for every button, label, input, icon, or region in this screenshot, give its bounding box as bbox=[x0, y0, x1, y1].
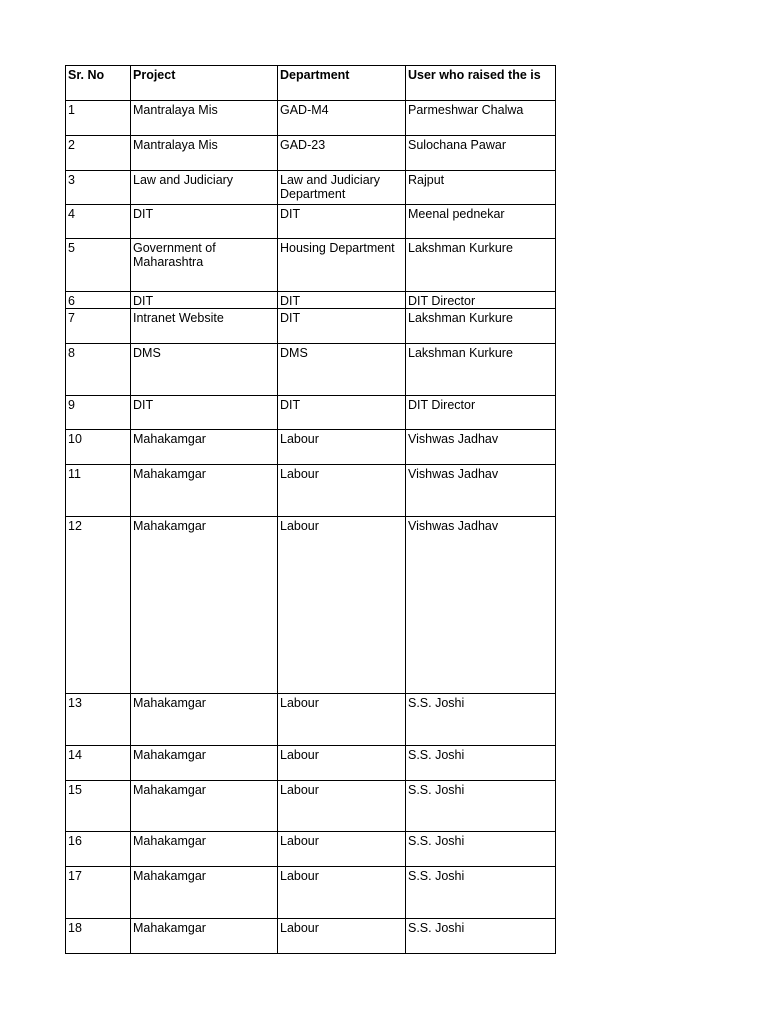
cell-user: S.S. Joshi bbox=[406, 694, 556, 746]
cell-project: Mantralaya Mis bbox=[131, 136, 278, 171]
table-row bbox=[66, 694, 556, 746]
cell-sr-no: 2 bbox=[66, 136, 131, 171]
cell-sr-no: 4 bbox=[66, 205, 131, 239]
header-department: Department bbox=[278, 66, 406, 101]
cell-user: Vishwas Jadhav bbox=[406, 517, 556, 694]
cell-sr-no: 3 bbox=[66, 171, 131, 205]
cell-department: Labour bbox=[278, 919, 406, 954]
cell-sr-no: 1 bbox=[66, 101, 131, 136]
cell-user: Meenal pednekar bbox=[406, 205, 556, 239]
cell-department: Labour bbox=[278, 781, 406, 832]
cell-sr-no: 11 bbox=[66, 465, 131, 517]
cell-user: S.S. Joshi bbox=[406, 867, 556, 919]
cell-sr-no: 18 bbox=[66, 919, 131, 954]
table-row bbox=[66, 430, 556, 465]
cell-user: Parmeshwar Chalwa bbox=[406, 101, 556, 136]
cell-project: Mahakamgar bbox=[131, 781, 278, 832]
table-row bbox=[66, 517, 556, 694]
cell-project: Mahakamgar bbox=[131, 832, 278, 867]
cell-project: Intranet Website bbox=[131, 309, 278, 344]
cell-sr-no: 14 bbox=[66, 746, 131, 781]
cell-sr-no: 12 bbox=[66, 517, 131, 694]
table-row bbox=[66, 919, 556, 954]
cell-user: Rajput bbox=[406, 171, 556, 205]
table-row bbox=[66, 292, 556, 309]
cell-user: Lakshman Kurkure bbox=[406, 239, 556, 292]
table-header-row bbox=[66, 66, 556, 101]
cell-department: GAD-23 bbox=[278, 136, 406, 171]
cell-sr-no: 17 bbox=[66, 867, 131, 919]
cell-user: Lakshman Kurkure bbox=[406, 344, 556, 396]
cell-project: Law and Judiciary bbox=[131, 171, 278, 205]
cell-department: DIT bbox=[278, 292, 406, 309]
cell-department: Labour bbox=[278, 832, 406, 867]
table-row bbox=[66, 171, 556, 205]
cell-project: Mantralaya Mis bbox=[131, 101, 278, 136]
cell-department: Law and Judiciary Department bbox=[278, 171, 406, 205]
cell-department: GAD-M4 bbox=[278, 101, 406, 136]
table-row bbox=[66, 101, 556, 136]
cell-user: S.S. Joshi bbox=[406, 832, 556, 867]
cell-department: DIT bbox=[278, 205, 406, 239]
table-row bbox=[66, 239, 556, 292]
issue-table bbox=[65, 65, 556, 954]
cell-department: Housing Department bbox=[278, 239, 406, 292]
cell-project: Government of Maharashtra bbox=[131, 239, 278, 292]
cell-department: Labour bbox=[278, 430, 406, 465]
cell-sr-no: 10 bbox=[66, 430, 131, 465]
cell-sr-no: 15 bbox=[66, 781, 131, 832]
cell-department: DIT bbox=[278, 309, 406, 344]
cell-department: Labour bbox=[278, 517, 406, 694]
header-user: User who raised the is bbox=[406, 66, 556, 101]
cell-user: DIT Director bbox=[406, 396, 556, 430]
cell-user: S.S. Joshi bbox=[406, 746, 556, 781]
table-row bbox=[66, 136, 556, 171]
cell-department: Labour bbox=[278, 867, 406, 919]
cell-project: DIT bbox=[131, 205, 278, 239]
cell-user: Vishwas Jadhav bbox=[406, 465, 556, 517]
cell-user: Sulochana Pawar bbox=[406, 136, 556, 171]
cell-sr-no: 6 bbox=[66, 292, 131, 309]
cell-user: Vishwas Jadhav bbox=[406, 430, 556, 465]
cell-project: DIT bbox=[131, 292, 278, 309]
table-row bbox=[66, 465, 556, 517]
cell-user: DIT Director bbox=[406, 292, 556, 309]
table-row bbox=[66, 396, 556, 430]
cell-department: Labour bbox=[278, 465, 406, 517]
cell-department: DMS bbox=[278, 344, 406, 396]
header-project: Project bbox=[131, 66, 278, 101]
cell-project: Mahakamgar bbox=[131, 746, 278, 781]
cell-department: Labour bbox=[278, 746, 406, 781]
table-row bbox=[66, 309, 556, 344]
table-row bbox=[66, 832, 556, 867]
cell-sr-no: 9 bbox=[66, 396, 131, 430]
cell-sr-no: 8 bbox=[66, 344, 131, 396]
header-sr-no: Sr. No bbox=[66, 66, 131, 101]
cell-project: Mahakamgar bbox=[131, 694, 278, 746]
cell-department: DIT bbox=[278, 396, 406, 430]
cell-sr-no: 13 bbox=[66, 694, 131, 746]
table-row bbox=[66, 746, 556, 781]
table-row bbox=[66, 781, 556, 832]
cell-project: Mahakamgar bbox=[131, 465, 278, 517]
cell-project: Mahakamgar bbox=[131, 430, 278, 465]
cell-project: Mahakamgar bbox=[131, 517, 278, 694]
cell-project: DIT bbox=[131, 396, 278, 430]
cell-user: S.S. Joshi bbox=[406, 781, 556, 832]
cell-user: S.S. Joshi bbox=[406, 919, 556, 954]
cell-department: Labour bbox=[278, 694, 406, 746]
cell-project: Mahakamgar bbox=[131, 867, 278, 919]
cell-sr-no: 16 bbox=[66, 832, 131, 867]
cell-sr-no: 7 bbox=[66, 309, 131, 344]
table-row bbox=[66, 867, 556, 919]
table-row bbox=[66, 205, 556, 239]
cell-project: Mahakamgar bbox=[131, 919, 278, 954]
cell-user: Lakshman Kurkure bbox=[406, 309, 556, 344]
cell-sr-no: 5 bbox=[66, 239, 131, 292]
cell-project: DMS bbox=[131, 344, 278, 396]
table-row bbox=[66, 344, 556, 396]
